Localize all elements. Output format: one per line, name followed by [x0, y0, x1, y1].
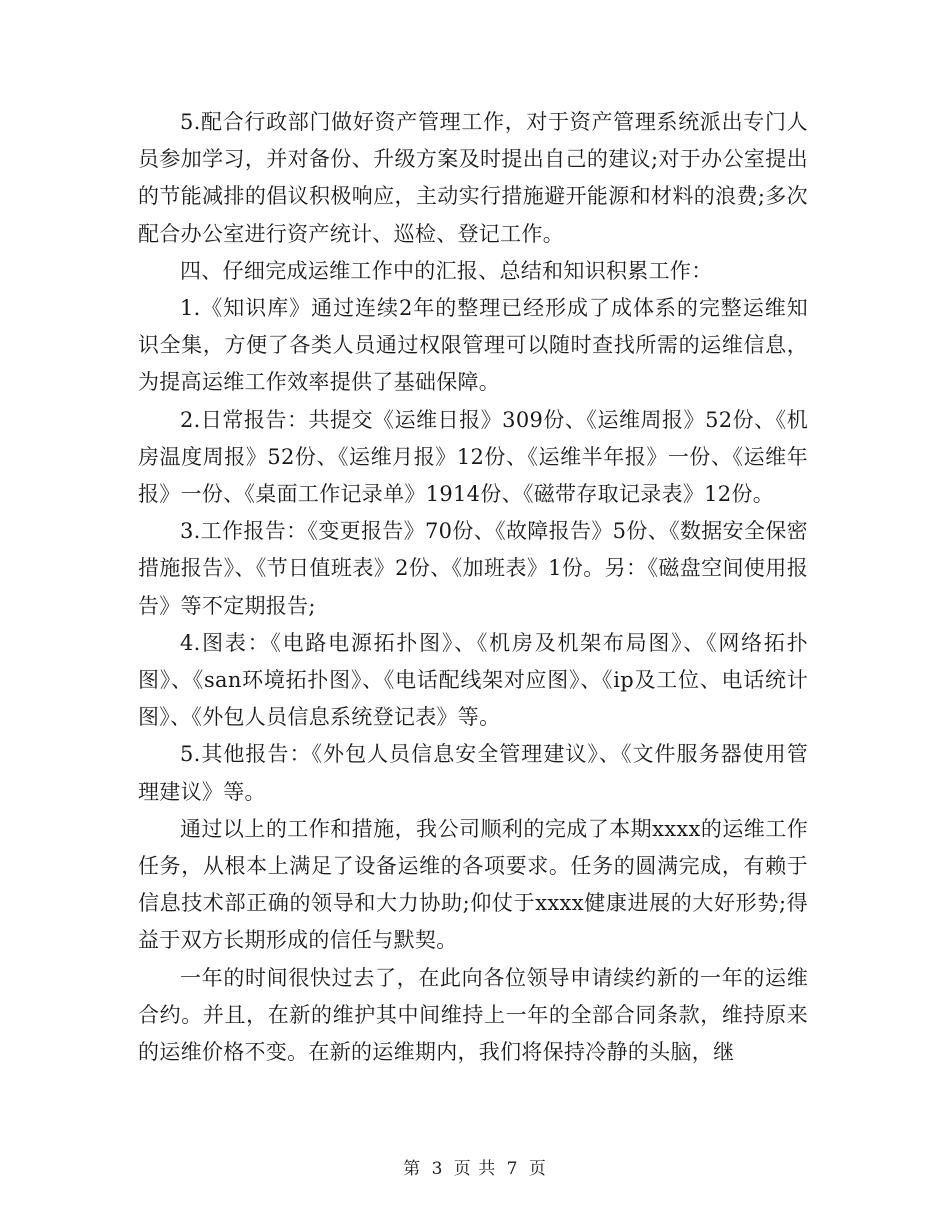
page-footer — [0, 1154, 950, 1179]
paragraph-asset-management: 5.配合行政部门做好资产管理工作，对于资产管理系统派出专门人员参加学习，并对备份、升级方案及时提出自己的建议;对于办公室提出的节能减排的倡议积极响应，主动实行措施避开能源和材料的浪费;多次配合办公室进行资产统计、巡检、登记工作。 — [138, 110, 808, 246]
footer-suffix: 页 — [528, 1159, 547, 1179]
section-heading-reports: 四、仔细完成运维工作中的汇报、总结和知识积累工作： — [180, 258, 713, 283]
current-page-number: 3 — [431, 1159, 444, 1179]
paragraph-other-reports: 5.其他报告：《外包人员信息安全管理建议》、《文件服务器使用管理建议》等。 — [138, 742, 808, 804]
paragraph-daily-reports: 2.日常报告：共提交《运维日报》309份、《运维周报》52份、《机房温度周报》52份、《运维月报》12份、《运维半年报》一份、《运维年报》一份、《桌面工作记录单》1914份、《磁带存取记录表》12份。 — [138, 407, 808, 507]
footer-middle: 页 共 — [453, 1159, 497, 1179]
paragraph-knowledge-base: 1.《知识库》通过连续2年的整理已经形成了成体系的完整运维知识全集，方便了各类人员通过权限管理可以随时查找所需的运维信息，为提高运维工作效率提供了基础保障。 — [138, 296, 808, 395]
paragraph-renewal: 一年的时间很快过去了，在此向各位领导申请续约新的一年的运维合约。并且，在新的维护其中间维持上一年的全部合同条款，维持原来的运维价格不变。在新的运维期内，我们将保持冷静的头脑，继 — [138, 965, 808, 1065]
paragraph-summary: 通过以上的工作和措施，我公司顺利的完成了本期xxxx的运维工作任务，从根本上满足了设备运维的各项要求。任务的圆满完成，有赖于信息技术部正确的领导和大力协助;仰仗于xxxx健康进展的大好形势;得益于双方长期形成的信任与默契。 — [138, 816, 808, 953]
paragraph-work-reports: 3.工作报告：《变更报告》70份、《故障报告》5份、《数据安全保密措施报告》、《节日值班表》2份、《加班表》1份。另：《磁盘空间使用报告》等不定期报告; — [138, 519, 808, 618]
footer-prefix: 第 — [403, 1159, 422, 1179]
paragraph-charts: 4.图表：《电路电源拓扑图》、《机房及机架布局图》、《网络拓扑图》、《san环境拓扑图》、《电话配线架对应图》、《ip及工位、电话统计图》、《外包人员信息系统登记表》等。 — [138, 630, 808, 730]
total-pages-number: 7 — [506, 1159, 519, 1179]
document-body — [138, 104, 808, 1071]
